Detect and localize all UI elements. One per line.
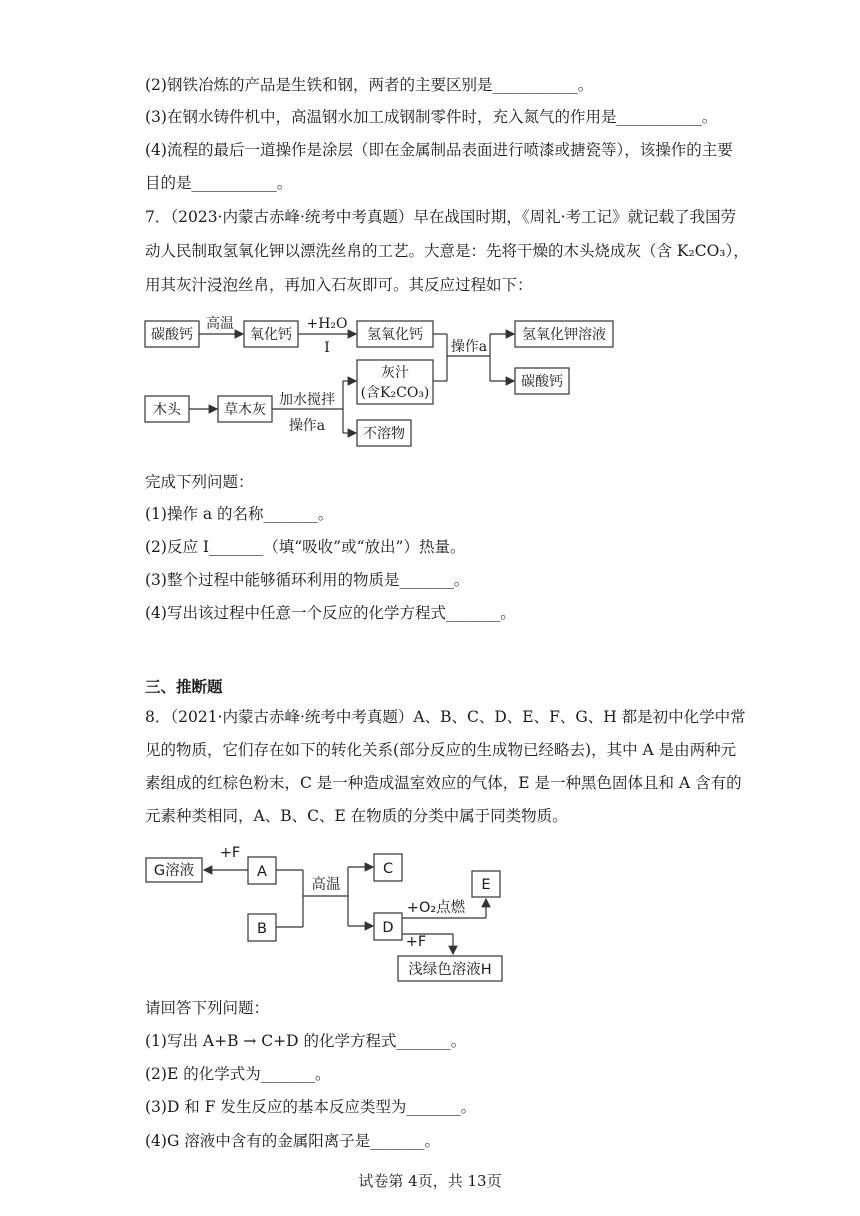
insoluble-label: 不溶物 xyxy=(363,426,405,442)
question-7-part-2: (2)反应 I_______（填“吸收”或“放出”）热量。 xyxy=(145,538,466,556)
o2-ignite-label: +O₂点燃 xyxy=(406,900,466,916)
c-label: C xyxy=(382,861,394,877)
d-label: D xyxy=(382,920,394,936)
question-8-part-3: (3)D 和 F 发生反应的基本反应类型为_______。 xyxy=(145,1098,477,1116)
question-8-intro-3: 素组成的红棕色粉末，C 是一种造成温室效应的气体，E 是一种黑色固体且和 A 含有的 xyxy=(145,774,742,792)
op-a-label: 操作a xyxy=(450,339,488,355)
question-6-part-3: (3)在钢水铸件机中，高温钢水加工成钢制零件时，充入氮气的作用是___________。 xyxy=(145,108,718,126)
question-8-part-4: (4)G 溶液中含有的金属阳离子是_______。 xyxy=(145,1132,441,1150)
koh-label: 氢氧化钾溶液 xyxy=(522,327,606,343)
question-6-part-4: (4)流程的最后一道操作是涂层（即在金属制品表面进行喷漆或搪瓷等），该操作的主要 xyxy=(145,141,733,159)
question-8-part-2: (2)E 的化学式为_______。 xyxy=(145,1065,331,1083)
question-7-part-4: (4)写出该过程中任意一个反应的化学方程式_______。 xyxy=(145,604,516,622)
wood-label: 木头 xyxy=(153,402,181,418)
question-7-intro-3: 用其灰汁浸泡丝帛，再加入石灰即可。其反应过程如下： xyxy=(145,276,533,294)
cao-label: 氧化钙 xyxy=(250,327,292,343)
question-7-intro: 7．（2023·内蒙古赤峰·统考中考真题）早在战国时期，《周礼·考工记》就记载了我国劳 xyxy=(145,208,737,226)
huizhi-label-2: (含K₂CO₃) xyxy=(360,385,430,401)
question-8-part-1: (1)写出 A+B → C+D 的化学方程式_______。 xyxy=(145,1032,467,1050)
e-label: E xyxy=(481,877,491,893)
page-footer: 试卷第 4页，共 13页 xyxy=(358,1172,502,1190)
question-6-part-4-cont: 目的是___________。 xyxy=(145,174,293,192)
h-solution-label: 浅绿色溶液H xyxy=(408,962,492,978)
answer-prompt: 请回答下列问题： xyxy=(145,999,270,1017)
high-temp-label: 高温 xyxy=(206,316,234,332)
section-heading-inference: 三、推断题 xyxy=(145,677,223,696)
question-8-intro-4: 元素种类相同，A、B、C、E 在物质的分类中属于同类物质。 xyxy=(145,807,568,825)
question-7-part-3: (3)整个过程中能够循环利用的物质是_______。 xyxy=(145,571,470,589)
caco3-label: 碳酸钙 xyxy=(151,327,193,343)
op-a2-label: 操作a xyxy=(288,418,326,434)
question-7-part-1: (1)操作 a 的名称_______。 xyxy=(145,505,334,523)
huizhi-label-1: 灰汁 xyxy=(381,365,409,381)
question-8-intro: 8．（2021·内蒙古赤峰·统考中考真题）A、B、C、D、E、F、G、H 都是初中化学中常 xyxy=(145,708,746,726)
stir-label: 加水搅拌 xyxy=(279,392,335,408)
b-label: B xyxy=(257,921,267,937)
question-7-intro-2: 动人民制取氢氧化钾以漂洗丝帛的工艺。大意是：先将干燥的木头烧成灰（含 K₂CO₃）， xyxy=(145,242,749,260)
plus-f-label-2: +F xyxy=(405,934,427,950)
a-label: A xyxy=(257,864,267,880)
reaction-i-label: I xyxy=(324,340,330,356)
plus-f-label-1: +F xyxy=(219,845,241,861)
question-6-part-2: (2)钢铁冶炼的产品是生铁和钢，两者的主要区别是___________。 xyxy=(145,76,594,94)
complete-questions: 完成下列问题： xyxy=(145,473,254,491)
plus-h2o-label: +H₂O xyxy=(306,316,348,332)
g-solution-label: G溶液 xyxy=(153,863,195,879)
ash-label: 草木灰 xyxy=(224,402,266,418)
caoh2-label: 氢氧化钙 xyxy=(367,327,423,343)
question-8-intro-2: 见的物质，它们存在如下的转化关系(部分反应的生成物已经略去)，其中 A 是由两种元 xyxy=(145,741,737,759)
caco3-product-label: 碳酸钙 xyxy=(521,374,563,390)
high-temp-label-2: 高温 xyxy=(311,877,341,893)
